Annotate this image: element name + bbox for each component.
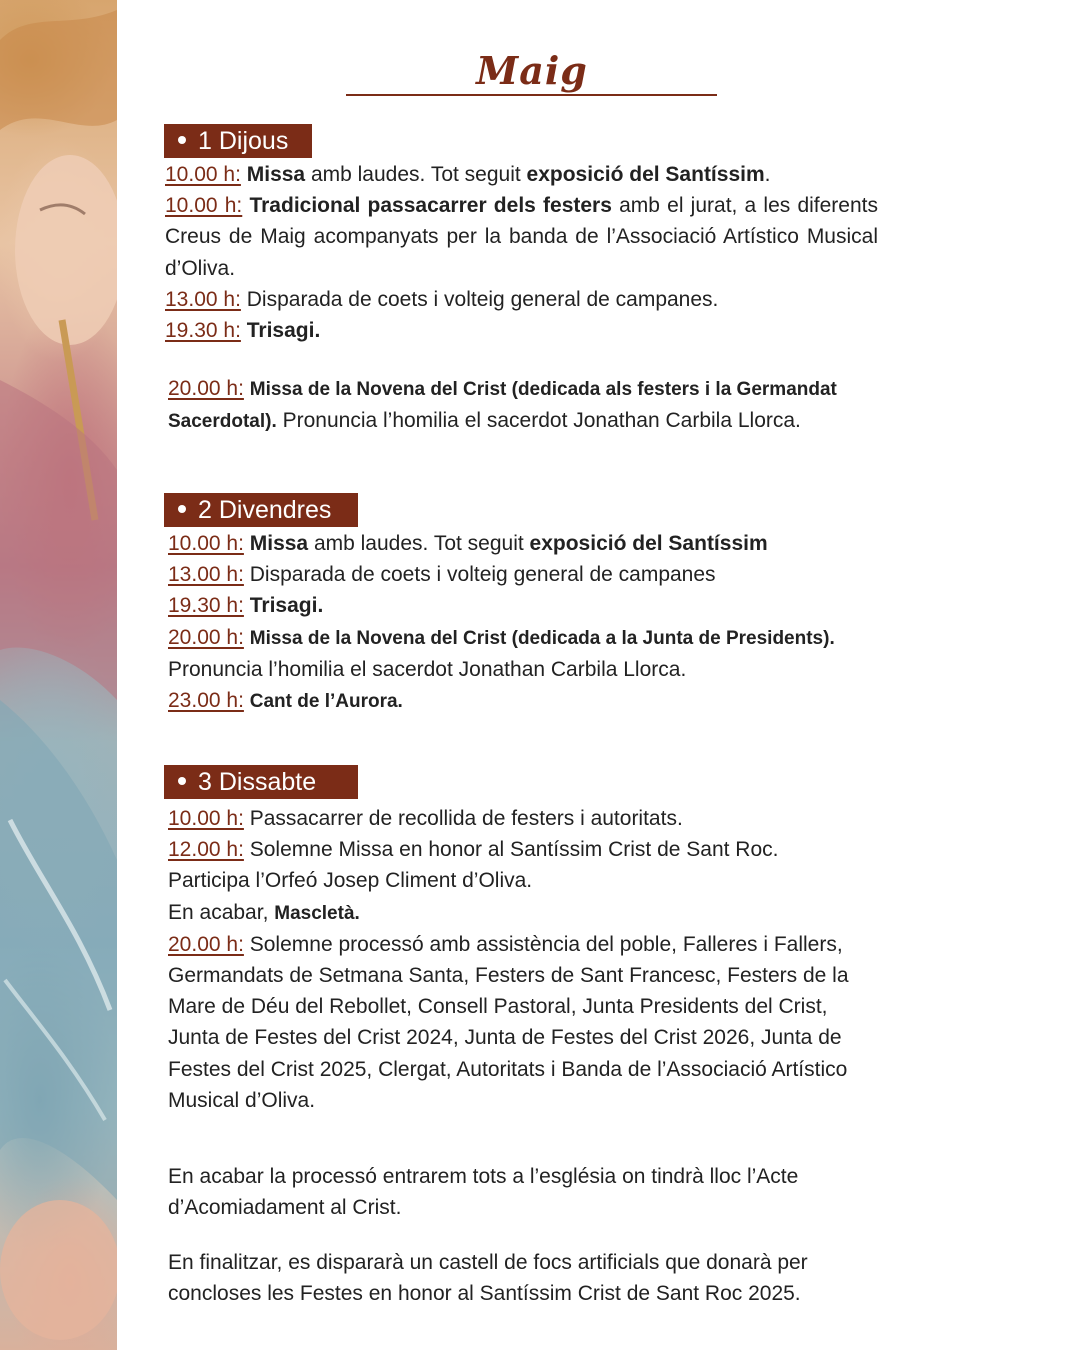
entry-text: amb laudes. Tot seguit [308, 532, 530, 555]
entry-text: Pronuncia l’homilia el sacerdot Jonathan Carbila Llorca. [276, 409, 801, 433]
schedule-entry [168, 803, 868, 834]
title-underline [346, 94, 717, 96]
day-1-schedule [165, 159, 878, 346]
entry-time: 10.00 h: [165, 194, 243, 218]
schedule-entry [168, 865, 868, 896]
day-heading: 1 Dijous [164, 124, 312, 158]
entry-time: 20.00 h: [168, 625, 244, 649]
bullet-icon [178, 505, 186, 513]
entry-text: Solemne processó amb assistència del poble, Falleres i Fallers, Germandats de Setmana Santa, Festers de Sant Francesc, Festers de la Mare de Déu del Rebollet, Consell Pastoral, Junta Presidents del Crist, Junta de Festes del Crist 2024, Junta de Festes del Crist 2026, Junta de Festes del Crist 2025, Clergat, Autoritats i Banda de l’Associació Artístico Musical d’Oliva. [168, 932, 849, 1112]
schedule-entry [168, 834, 868, 865]
entry-text: Mascletà. [274, 902, 360, 924]
day-heading: 3 Dissabte [164, 765, 358, 799]
schedule-entry [168, 559, 888, 590]
entry-time: 23.00 h: [168, 689, 244, 713]
entry-text: Solemne Missa en honor al Santíssim Crist de Sant Roc. [249, 838, 779, 862]
schedule-entry [168, 373, 848, 437]
entry-text: Cant de l’Aurora. [249, 691, 403, 713]
painting-angel-icon [0, 0, 117, 1350]
entry-text: Missa de la Novena del Crist (dedicada als festers i la Germandat Sacerdotal). [168, 379, 837, 433]
schedule-entry [168, 528, 888, 559]
bullet-icon [178, 136, 186, 144]
day-2-schedule [168, 528, 888, 717]
schedule-entry [168, 685, 888, 717]
entry-time: 20.00 h: [168, 932, 244, 956]
entry-text: Disparada de coets i volteig general de campanes [249, 563, 716, 587]
entry-text: Missa de la Novena del Crist (dedicada a la Junta de Presidents). [249, 627, 835, 649]
schedule-entry [168, 929, 868, 1116]
schedule-entry [168, 590, 888, 621]
schedule-entry [165, 159, 878, 190]
entry-text: Passacarrer de recollida de festers i autoritats. [249, 807, 683, 830]
schedule-entry [168, 622, 888, 685]
schedule-entry [165, 315, 878, 346]
closing-note: En finalitzar, es dispararà un castell de focs artificials que donarà per concloses les Festes en honor al Santíssim Crist de Sant Roc 2025. [168, 1251, 808, 1306]
entry-time: 13.00 h: [168, 563, 244, 587]
entry-text: Disparada de coets i volteig general de campanes. [246, 287, 719, 311]
entry-text: exposició del Santíssim [526, 163, 765, 186]
entry-text: Tradicional passacarrer dels festers [249, 194, 612, 218]
entry-text: Participa l’Orfeó Josep Climent d’Oliva. [168, 869, 533, 893]
entry-time: 10.00 h: [168, 807, 244, 830]
entry-time: 20.00 h: [168, 377, 244, 400]
entry-time: 10.00 h: [165, 163, 241, 186]
page-title: Maig [476, 48, 588, 93]
schedule-entry [168, 897, 868, 929]
entry-text: amb el jurat, a les diferents Creus de Maig acompanyats per la banda de l’Associació Artístico Musical d’Oliva. [165, 194, 878, 280]
schedule-entry [165, 284, 878, 315]
day-1-schedule-evening [168, 373, 848, 437]
entry-text: Trisagi. [246, 319, 321, 343]
schedule-entry [165, 190, 878, 284]
entry-text: Missa [246, 163, 306, 186]
entry-time: 10.00 h: [168, 532, 244, 555]
entry-text: exposició del Santíssim [529, 532, 768, 555]
closing-note: En acabar la processó entrarem tots a l’església on tindrà lloc l’Acte d’Acomiadament al Crist. [168, 1165, 799, 1220]
entry-text: Trisagi. [249, 594, 324, 618]
entry-time: 13.00 h: [165, 287, 241, 311]
bullet-icon [178, 777, 186, 785]
entry-text: . [764, 163, 771, 186]
entry-text: Missa [249, 532, 309, 555]
program-content [117, 0, 1080, 1350]
entry-text: Pronuncia l’homilia el sacerdot Jonathan Carbila Llorca. [168, 657, 687, 681]
entry-time: 19.30 h: [168, 594, 244, 618]
day-heading: 2 Divendres [164, 493, 358, 527]
day-3-schedule [168, 803, 868, 1116]
entry-time: 19.30 h: [165, 319, 241, 343]
entry-text: En acabar, [168, 900, 275, 924]
entry-time: 12.00 h: [168, 838, 244, 862]
entry-text: amb laudes. Tot seguit [305, 163, 527, 186]
